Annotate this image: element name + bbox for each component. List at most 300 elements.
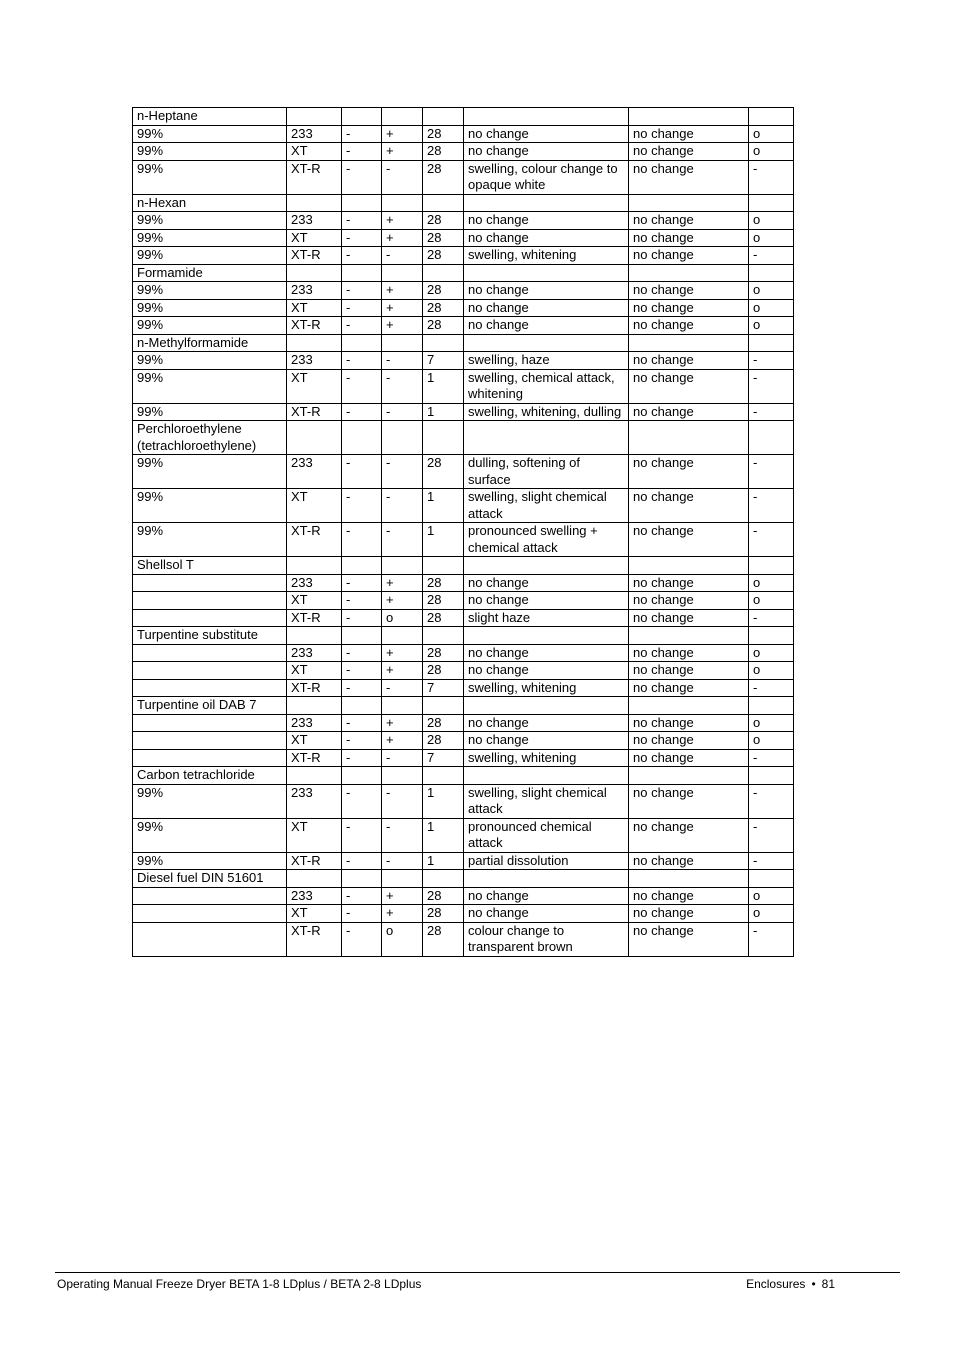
cell-change: no change [629,574,749,592]
empty-cell [342,767,382,785]
cell-rating: - [749,455,794,489]
cell-col-4: + [382,125,423,143]
cell-concentration: 99% [133,299,287,317]
empty-cell [382,264,423,282]
cell-appearance: partial dissolution [464,852,629,870]
cell-rating: o [749,644,794,662]
cell-concentration: 99% [133,455,287,489]
cell-col-3: - [342,455,382,489]
cell-material: 233 [287,714,342,732]
empty-cell [342,421,382,455]
cell-change: no change [629,143,749,161]
cell-rating: - [749,818,794,852]
cell-rating: - [749,160,794,194]
empty-cell [423,421,464,455]
cell-appearance: no change [464,317,629,335]
cell-change: no change [629,299,749,317]
cell-rating: - [749,489,794,523]
cell-concentration [133,662,287,680]
cell-appearance: dulling, softening of surface [464,455,629,489]
cell-concentration: 99% [133,160,287,194]
cell-material: 233 [287,644,342,662]
cell-change: no change [629,679,749,697]
cell-appearance: no change [464,143,629,161]
cell-concentration: 99% [133,852,287,870]
empty-cell [342,557,382,575]
cell-col-4: o [382,609,423,627]
empty-cell [629,557,749,575]
cell-rating: o [749,317,794,335]
cell-rating: - [749,922,794,956]
cell-material: XT [287,905,342,923]
empty-cell [342,194,382,212]
cell-rating: o [749,887,794,905]
section-title: n-Heptane [133,108,287,126]
cell-col-3: - [342,212,382,230]
cell-change: no change [629,592,749,610]
cell-concentration: 99% [133,143,287,161]
cell-rating: o [749,574,794,592]
footer-page-number: 81 [821,1277,835,1291]
cell-col-3: - [342,229,382,247]
table-section-row [133,264,794,282]
cell-col-4: + [382,644,423,662]
cell-material: 233 [287,574,342,592]
cell-material: XT [287,489,342,523]
cell-change: no change [629,922,749,956]
cell-col-3: - [342,644,382,662]
empty-cell [342,264,382,282]
cell-col-4: - [382,852,423,870]
cell-material: 233 [287,887,342,905]
table-row [133,592,794,610]
table-row [133,679,794,697]
empty-cell [423,557,464,575]
cell-days: 28 [423,592,464,610]
cell-days: 28 [423,247,464,265]
table-row [133,574,794,592]
cell-change: no change [629,229,749,247]
table-row [133,922,794,956]
cell-material: 233 [287,784,342,818]
cell-rating: - [749,609,794,627]
cell-appearance: no change [464,644,629,662]
cell-days: 7 [423,352,464,370]
cell-days: 1 [423,523,464,557]
footer-bullet: • [811,1277,816,1291]
empty-cell [749,264,794,282]
empty-cell [423,697,464,715]
cell-appearance: no change [464,299,629,317]
empty-cell [423,767,464,785]
cell-change: no change [629,662,749,680]
cell-material: XT [287,592,342,610]
cell-col-4: + [382,714,423,732]
cell-col-4: + [382,212,423,230]
table-row [133,403,794,421]
empty-cell [423,870,464,888]
cell-material: XT-R [287,160,342,194]
cell-change: no change [629,609,749,627]
table-section-row [133,194,794,212]
table-section-row [133,334,794,352]
cell-col-4: + [382,662,423,680]
cell-material: 233 [287,282,342,300]
cell-col-3: - [342,299,382,317]
table-row [133,818,794,852]
table-row [133,317,794,335]
empty-cell [749,194,794,212]
empty-cell [287,334,342,352]
cell-appearance: colour change to transparent brown [464,922,629,956]
cell-rating: o [749,732,794,750]
empty-cell [287,264,342,282]
table-row [133,749,794,767]
table-row [133,247,794,265]
empty-cell [464,334,629,352]
cell-col-4: + [382,143,423,161]
cell-appearance: swelling, colour change to opaque white [464,160,629,194]
cell-appearance: no change [464,212,629,230]
cell-material: XT [287,299,342,317]
cell-days: 28 [423,922,464,956]
cell-days: 7 [423,679,464,697]
cell-change: no change [629,369,749,403]
cell-change: no change [629,905,749,923]
cell-days: 28 [423,887,464,905]
cell-change: no change [629,212,749,230]
cell-change: no change [629,644,749,662]
cell-change: no change [629,749,749,767]
table-row [133,714,794,732]
cell-rating: - [749,679,794,697]
cell-appearance: no change [464,592,629,610]
empty-cell [629,697,749,715]
section-title: Formamide [133,264,287,282]
cell-days: 28 [423,160,464,194]
chemical-resistance-table [132,107,794,957]
cell-appearance: swelling, haze [464,352,629,370]
empty-cell [382,108,423,126]
cell-col-4: + [382,299,423,317]
table-body [133,108,794,957]
cell-appearance: swelling, whitening [464,679,629,697]
cell-days: 1 [423,369,464,403]
empty-cell [629,264,749,282]
cell-col-3: - [342,679,382,697]
footer-page-info [746,1277,835,1291]
cell-concentration: 99% [133,282,287,300]
cell-change: no change [629,455,749,489]
cell-appearance: swelling, slight chemical attack [464,784,629,818]
cell-col-4: - [382,247,423,265]
cell-material: XT-R [287,523,342,557]
cell-days: 28 [423,282,464,300]
cell-concentration [133,732,287,750]
cell-change: no change [629,403,749,421]
cell-change: no change [629,489,749,523]
empty-cell [464,627,629,645]
empty-cell [342,697,382,715]
cell-col-3: - [342,247,382,265]
table-row [133,299,794,317]
empty-cell [464,870,629,888]
cell-col-4: - [382,784,423,818]
cell-appearance: no change [464,714,629,732]
empty-cell [749,767,794,785]
cell-col-3: - [342,352,382,370]
cell-days: 1 [423,489,464,523]
cell-col-4: + [382,229,423,247]
cell-col-3: - [342,887,382,905]
empty-cell [464,421,629,455]
cell-concentration: 99% [133,369,287,403]
cell-days: 1 [423,818,464,852]
cell-days: 28 [423,574,464,592]
cell-days: 1 [423,403,464,421]
empty-cell [382,557,423,575]
empty-cell [749,421,794,455]
cell-col-3: - [342,749,382,767]
cell-col-3: - [342,592,382,610]
cell-col-4: - [382,489,423,523]
cell-days: 28 [423,905,464,923]
cell-rating: - [749,523,794,557]
table-row [133,905,794,923]
table-row [133,852,794,870]
cell-concentration: 99% [133,818,287,852]
cell-col-4: + [382,887,423,905]
cell-rating: o [749,229,794,247]
empty-cell [423,264,464,282]
cell-rating: o [749,662,794,680]
cell-col-4: - [382,160,423,194]
cell-concentration [133,749,287,767]
empty-cell [287,194,342,212]
cell-concentration [133,714,287,732]
table-row [133,489,794,523]
empty-cell [423,627,464,645]
empty-cell [342,108,382,126]
cell-col-3: - [342,784,382,818]
cell-col-4: + [382,592,423,610]
empty-cell [287,108,342,126]
page-footer [55,1272,900,1291]
cell-days: 28 [423,714,464,732]
cell-col-3: - [342,523,382,557]
empty-cell [749,334,794,352]
table-row [133,282,794,300]
empty-cell [382,870,423,888]
empty-cell [382,194,423,212]
cell-rating: - [749,352,794,370]
cell-material: XT-R [287,922,342,956]
empty-cell [629,767,749,785]
cell-col-3: - [342,574,382,592]
cell-col-3: - [342,905,382,923]
cell-concentration: 99% [133,247,287,265]
cell-col-3: - [342,662,382,680]
cell-col-3: - [342,732,382,750]
cell-appearance: swelling, whitening, dulling [464,403,629,421]
cell-concentration: 99% [133,212,287,230]
empty-cell [629,421,749,455]
cell-concentration [133,644,287,662]
cell-col-4: - [382,352,423,370]
section-title: Perchloroethylene (tetrachloroethylene) [133,421,287,455]
cell-change: no change [629,352,749,370]
empty-cell [423,194,464,212]
cell-col-3: - [342,489,382,523]
cell-rating: o [749,905,794,923]
empty-cell [464,697,629,715]
table-section-row [133,421,794,455]
empty-cell [749,627,794,645]
empty-cell [629,870,749,888]
cell-col-3: - [342,143,382,161]
cell-concentration [133,592,287,610]
empty-cell [287,767,342,785]
table-row [133,229,794,247]
section-title: Shellsol T [133,557,287,575]
cell-col-4: + [382,574,423,592]
table-row [133,369,794,403]
cell-concentration: 99% [133,523,287,557]
empty-cell [464,108,629,126]
empty-cell [382,767,423,785]
cell-col-4: + [382,317,423,335]
cell-days: 28 [423,732,464,750]
cell-col-3: - [342,922,382,956]
cell-material: 233 [287,352,342,370]
cell-concentration: 99% [133,403,287,421]
cell-rating: - [749,784,794,818]
table-row [133,887,794,905]
empty-cell [423,108,464,126]
section-title: n-Hexan [133,194,287,212]
cell-change: no change [629,523,749,557]
cell-material: XT [287,818,342,852]
cell-col-3: - [342,818,382,852]
empty-cell [382,697,423,715]
cell-appearance: no change [464,282,629,300]
empty-cell [287,870,342,888]
empty-cell [749,108,794,126]
cell-change: no change [629,247,749,265]
cell-days: 1 [423,784,464,818]
cell-col-3: - [342,369,382,403]
cell-col-4: + [382,732,423,750]
cell-days: 28 [423,455,464,489]
cell-material: XT [287,732,342,750]
cell-rating: - [749,403,794,421]
table-row [133,212,794,230]
cell-rating: - [749,369,794,403]
cell-change: no change [629,818,749,852]
table-row [133,644,794,662]
section-title: Turpentine oil DAB 7 [133,697,287,715]
table-row [133,143,794,161]
table-row [133,352,794,370]
cell-material: XT-R [287,609,342,627]
cell-col-4: - [382,749,423,767]
empty-cell [629,108,749,126]
cell-days: 28 [423,299,464,317]
cell-col-3: - [342,852,382,870]
cell-col-3: - [342,125,382,143]
cell-change: no change [629,852,749,870]
table-row [133,784,794,818]
cell-rating: o [749,714,794,732]
cell-appearance: no change [464,887,629,905]
cell-material: XT [287,662,342,680]
empty-cell [342,334,382,352]
cell-appearance: swelling, whitening [464,247,629,265]
cell-days: 1 [423,852,464,870]
cell-days: 28 [423,212,464,230]
section-title: Carbon tetrachloride [133,767,287,785]
table-section-row [133,108,794,126]
empty-cell [464,767,629,785]
table-row [133,609,794,627]
cell-material: XT [287,143,342,161]
cell-change: no change [629,317,749,335]
cell-appearance: swelling, chemical attack, whitening [464,369,629,403]
cell-change: no change [629,125,749,143]
cell-days: 28 [423,644,464,662]
cell-concentration: 99% [133,317,287,335]
table-row [133,455,794,489]
cell-col-3: - [342,609,382,627]
empty-cell [464,557,629,575]
empty-cell [464,194,629,212]
cell-change: no change [629,160,749,194]
empty-cell [423,334,464,352]
cell-concentration [133,887,287,905]
empty-cell [382,334,423,352]
cell-appearance: no change [464,229,629,247]
empty-cell [749,870,794,888]
empty-cell [342,870,382,888]
cell-appearance: pronounced chemical attack [464,818,629,852]
table-row [133,125,794,143]
cell-days: 7 [423,749,464,767]
cell-change: no change [629,887,749,905]
empty-cell [382,627,423,645]
empty-cell [287,557,342,575]
cell-appearance: pronounced swelling + chemical attack [464,523,629,557]
cell-material: XT-R [287,247,342,265]
empty-cell [629,627,749,645]
cell-days: 28 [423,229,464,247]
table-row [133,160,794,194]
table-section-row [133,557,794,575]
empty-cell [287,697,342,715]
cell-material: 233 [287,125,342,143]
cell-appearance: swelling, slight chemical attack [464,489,629,523]
cell-col-4: + [382,282,423,300]
cell-material: XT-R [287,317,342,335]
footer-document-title: Operating Manual Freeze Dryer BETA 1-8 LDplus / BETA 2-8 LDplus [57,1277,422,1291]
cell-concentration: 99% [133,489,287,523]
cell-change: no change [629,282,749,300]
cell-rating: - [749,852,794,870]
empty-cell [629,194,749,212]
cell-concentration [133,574,287,592]
cell-appearance: no change [464,662,629,680]
table-row [133,662,794,680]
empty-cell [749,697,794,715]
